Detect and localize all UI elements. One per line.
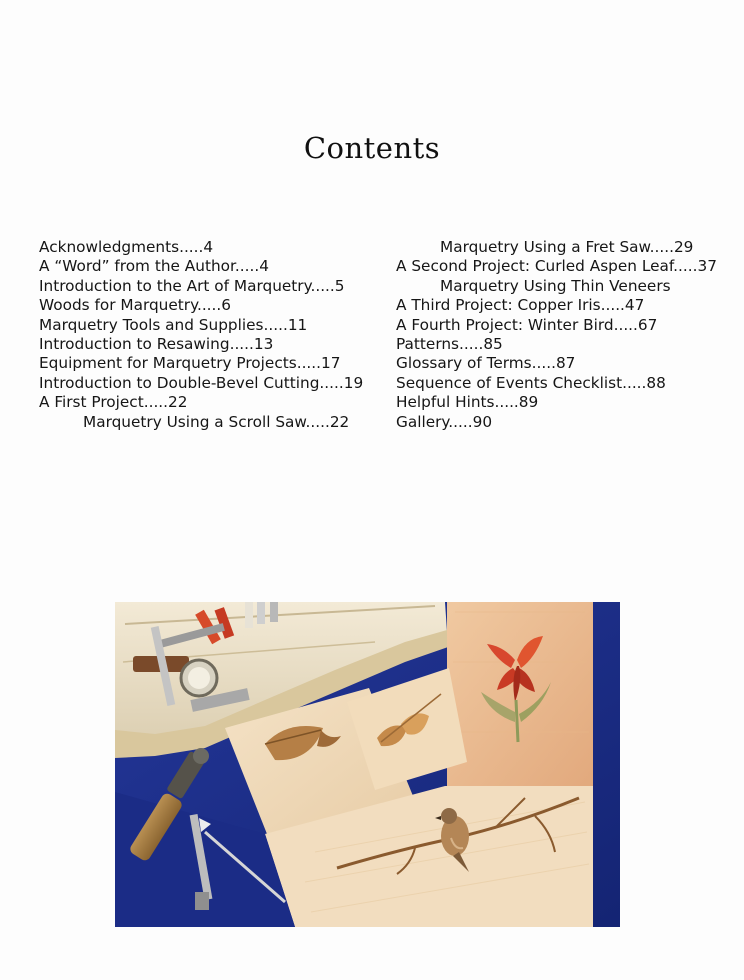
toc-entry[interactable]: Introduction to the Art of Marquetry.....5	[39, 276, 345, 295]
toc-right-column	[396, 238, 736, 432]
toc-entry[interactable]: A First Project.....22	[39, 393, 188, 412]
toc-subentry[interactable]: Marquetry Using Thin Veneers	[440, 276, 671, 295]
toc-entry[interactable]: A “Word” from the Author.....4	[39, 257, 269, 276]
toc-entry[interactable]: Equipment for Marquetry Projects.....17	[39, 354, 341, 373]
toc-entry[interactable]: Gallery.....90	[396, 412, 493, 431]
toc-entry[interactable]: Glossary of Terms.....87	[396, 354, 576, 373]
toc-entry[interactable]: Woods for Marquetry.....6	[39, 296, 231, 315]
toc-subentry[interactable]: Marquetry Using a Fret Saw.....29	[440, 238, 694, 256]
toc-entry[interactable]: Acknowledgments.....4	[39, 238, 214, 256]
iris-panel	[447, 602, 593, 786]
page-title: Contents	[303, 131, 441, 165]
toc-entry[interactable]: Helpful Hints.....89	[396, 393, 539, 412]
toc-left-column	[39, 238, 379, 432]
toc-entry[interactable]: Introduction to Double-Bevel Cutting.....19	[39, 373, 364, 392]
toc-entry[interactable]: Sequence of Events Checklist.....88	[396, 373, 666, 392]
marquetry-photo	[115, 602, 620, 927]
toc-entry[interactable]: A Fourth Project: Winter Bird.....67	[396, 315, 658, 334]
photo-illustration	[115, 602, 620, 927]
toc-entry[interactable]: Marquetry Tools and Supplies.....11	[39, 315, 308, 334]
toc-subentry[interactable]: Marquetry Using a Scroll Saw.....22	[83, 412, 350, 431]
toc-entry[interactable]: Patterns.....85	[396, 335, 503, 354]
toc-entry[interactable]: A Third Project: Copper Iris.....47	[396, 296, 645, 315]
toc-entry[interactable]: Introduction to Resawing.....13	[39, 335, 274, 354]
toc-entry[interactable]: A Second Project: Curled Aspen Leaf.....37	[396, 257, 717, 276]
